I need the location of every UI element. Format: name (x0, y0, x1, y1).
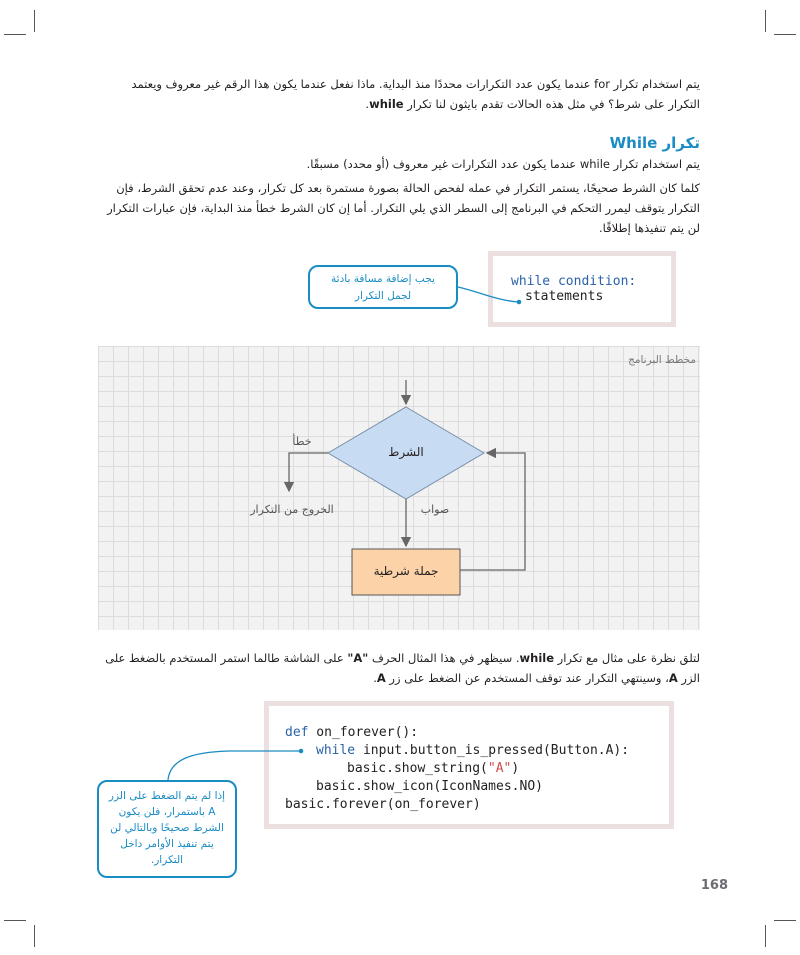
code-line-3: basic.show_string("A") (347, 761, 520, 776)
code-line-1: def on_forever(): (285, 725, 419, 740)
syntax-line-1: while condition: (511, 274, 637, 289)
exit-label: الخروج من التكرار (250, 503, 334, 516)
section-paragraph-1: يتم استخدام تكرار while عندما يكون عدد التكرارات غير معروف (أو محدد) مسبقًا. (306, 157, 700, 171)
code-line-4: basic.show_icon(IconNames.NO) (316, 779, 543, 794)
false-label: خطأ (292, 435, 312, 448)
flowchart-title: مخطط البرنامج (628, 354, 696, 366)
condition-label: الشرط (388, 445, 424, 459)
indent-callout: يجب إضافة مسافة بادئة لجمل التكرار (308, 265, 458, 309)
true-label: صواب (420, 503, 450, 516)
loop-callout: إذا لم يتم الضغط على الزر A باستمرار، فلن يكون الشرط صحيحًا وبالتالي لن يتم تنفيذ الأوامر داخل التكرار. (97, 780, 237, 878)
section-paragraph-2: كلما كان الشرط صحيحًا، يستمر التكرار في عمله لفحص الحالة بصورة مستمرة بعد كل تكرار، وعند عدم تحقق الشرط، فإن التكرار يتوقف ليمرر التحكم في البرنامج إلى السطر الذي يلي التكرار. أما إن كان الشرط خطأ منذ البداية، فإن عبارات التكرار لن يتم تنفيذها إطلاقًا. (107, 181, 700, 235)
intro-paragraph: يتم استخدام تكرار for عندما يكون عدد التكرارات محددًا منذ البداية. ماذا نفعل عندما يكون هذا الرقم غير معروف ويعتمد التكرار على شرط؟ في مثل هذه الحالات تقدم بايثون لنا تكرار while. (131, 77, 700, 111)
section-heading: تكرار While (609, 134, 700, 152)
syntax-line-2: statements (525, 289, 604, 304)
page-number: 168 (700, 878, 728, 893)
example-paragraph: لتلق نظرة على مثال مع تكرار while. سيظهر في هذا المثال الحرف "A" على الشاشة طالما استمر المستخدم بالضغط على الزر A، وسينتهي التكرار عند توقف المستخدم عن الضغط على زر A. (105, 651, 700, 685)
code-line-5: basic.forever(on_forever) (285, 797, 481, 812)
statement-label: جملة شرطية (373, 564, 439, 578)
code-line-2: while input.button_is_pressed(Button.A): (316, 743, 630, 758)
